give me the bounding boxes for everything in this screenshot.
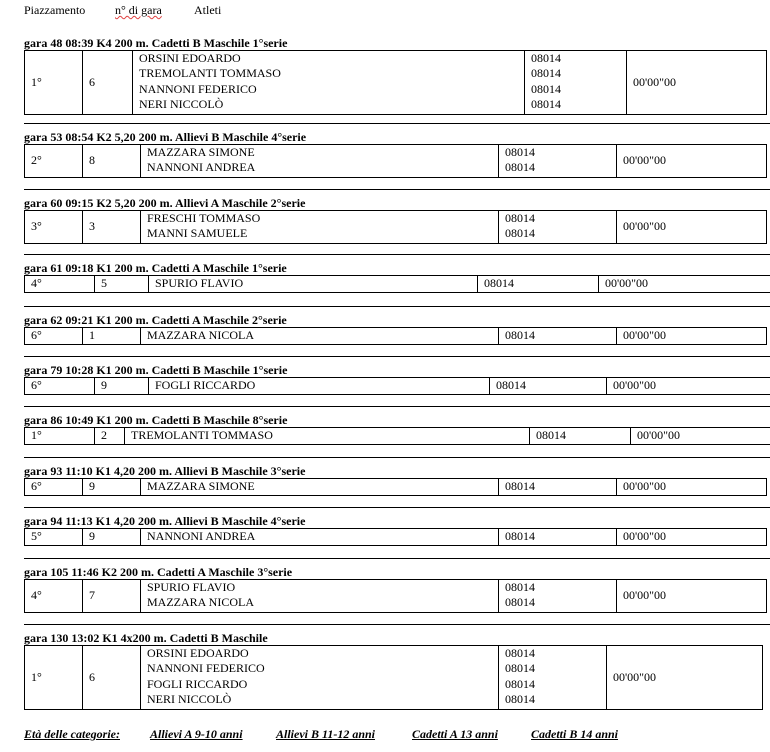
race-title: gara 53 08:54 K2 5,20 200 m. Allievi B Maschile 4°serie xyxy=(24,130,307,144)
club-code: 08014 xyxy=(484,276,514,290)
athlete-name: NANNONI ANDREA xyxy=(147,529,256,543)
athlete-name: NERI NICCOLÒ xyxy=(147,692,232,707)
header-athletes: Atleti xyxy=(194,3,222,17)
club-code-cell xyxy=(530,428,631,445)
placement-cell: 4° xyxy=(25,580,83,613)
header-race-number: n° di gara xyxy=(115,3,162,17)
result-table xyxy=(24,275,770,293)
placement-cell: 1° xyxy=(25,646,83,710)
club-code: 08014 xyxy=(505,479,535,493)
race-number-cell: 3 xyxy=(83,211,141,244)
time-cell: 00'00"00 xyxy=(599,276,770,293)
club-code: 08014 xyxy=(505,580,535,594)
result-row xyxy=(25,529,767,546)
placement-cell: 1° xyxy=(25,428,95,445)
result-row xyxy=(25,646,763,710)
legend-item: Allievi A 9-10 anni xyxy=(150,727,243,741)
athlete-name: MAZZARA SIMONE xyxy=(147,145,255,159)
athletes-cell xyxy=(149,378,490,395)
athletes-cell xyxy=(149,276,478,293)
club-code-cell xyxy=(525,51,627,115)
club-code-cell xyxy=(478,276,599,293)
time-cell: 00'00"00 xyxy=(617,211,767,244)
athlete-name: NANNONI ANDREA xyxy=(147,160,256,175)
result-row xyxy=(25,428,770,445)
result-row xyxy=(25,276,770,293)
race-number-cell: 9 xyxy=(83,529,141,546)
athlete-name: FOGLI RICCARDO xyxy=(147,676,248,691)
club-code: 08014 xyxy=(531,97,561,112)
section-divider xyxy=(24,457,770,458)
result-row xyxy=(25,145,767,178)
club-code-cell xyxy=(499,328,617,345)
time-cell: 00'00"00 xyxy=(617,145,767,178)
athlete-name: TREMOLANTI TOMMASO xyxy=(131,428,273,442)
legend-item: Allievi B 11-12 anni xyxy=(276,727,376,741)
time-cell: 00'00"00 xyxy=(617,529,767,546)
time-cell: 00'00"00 xyxy=(631,428,770,445)
club-code: 08014 xyxy=(531,81,561,96)
athlete-name: MANNI SAMUELE xyxy=(147,226,248,241)
legend-item: Cadetti B 14 anni xyxy=(531,727,619,741)
athletes-cell xyxy=(141,479,499,496)
placement-cell: 3° xyxy=(25,211,83,244)
section-divider xyxy=(24,189,770,190)
club-code-cell xyxy=(490,378,607,395)
result-table xyxy=(24,327,767,345)
race-number-cell: 6 xyxy=(83,646,141,710)
section-divider xyxy=(24,123,770,124)
result-table xyxy=(24,645,763,710)
race-number-cell: 8 xyxy=(83,145,141,178)
result-table xyxy=(24,579,767,613)
result-row xyxy=(25,51,767,115)
athlete-name: FOGLI RICCARDO xyxy=(155,378,256,392)
result-table xyxy=(24,50,767,115)
athlete-name: SPURIO FLAVIO xyxy=(147,580,236,594)
section-divider xyxy=(24,356,770,357)
time-cell: 00'00"00 xyxy=(617,328,767,345)
legend-item: Cadetti A 13 anni xyxy=(412,727,498,741)
section-divider xyxy=(24,254,770,255)
race-title: gara 93 11:10 K1 4,20 200 m. Allievi B Maschile 3°serie xyxy=(24,464,306,478)
club-code: 08014 xyxy=(505,328,535,342)
result-table xyxy=(24,528,767,546)
legend-label: Età delle categorie: xyxy=(24,727,120,741)
result-row xyxy=(25,479,767,496)
athletes-cell xyxy=(125,428,530,445)
placement-cell: 4° xyxy=(25,276,95,293)
club-code: 08014 xyxy=(505,529,535,543)
result-table xyxy=(24,478,767,496)
club-code-cell xyxy=(499,580,617,613)
athlete-name: ORSINI EDOARDO xyxy=(147,646,249,660)
athlete-name: FRESCHI TOMMASO xyxy=(147,211,261,225)
race-title: gara 60 09:15 K2 5,20 200 m. Allievi A Maschile 2°serie xyxy=(24,196,306,210)
athlete-name: TREMOLANTI TOMMASO xyxy=(139,66,281,81)
race-number-cell: 1 xyxy=(83,328,141,345)
race-number-cell: 2 xyxy=(95,428,125,445)
section-divider xyxy=(24,306,770,307)
header-placement: Piazzamento xyxy=(24,3,86,17)
athlete-name: MAZZARA NICOLA xyxy=(147,595,254,610)
club-code-cell xyxy=(499,529,617,546)
race-number-cell: 9 xyxy=(95,378,149,395)
result-row xyxy=(25,378,770,395)
race-title: gara 79 10:28 K1 200 m. Cadetti B Maschile 1°serie xyxy=(24,363,288,377)
race-title: gara 105 11:46 K2 200 m. Cadetti A Maschile 3°serie xyxy=(24,565,293,579)
result-row xyxy=(25,211,767,244)
club-code-cell xyxy=(499,646,607,710)
race-number-cell: 9 xyxy=(83,479,141,496)
club-code-cell xyxy=(499,145,617,178)
club-code: 08014 xyxy=(531,51,561,65)
result-table xyxy=(24,144,767,178)
placement-cell: 2° xyxy=(25,145,83,178)
result-row xyxy=(25,328,767,345)
time-cell: 00'00"00 xyxy=(607,378,770,395)
placement-cell: 1° xyxy=(25,51,83,115)
section-divider xyxy=(24,507,770,508)
race-title: gara 86 10:49 K1 200 m. Cadetti B Maschile 8°serie xyxy=(24,413,288,427)
club-code: 08014 xyxy=(505,145,535,159)
club-code: 08014 xyxy=(505,661,535,676)
club-code: 08014 xyxy=(505,646,535,660)
placement-cell: 6° xyxy=(25,378,95,395)
time-cell: 00'00"00 xyxy=(627,51,767,115)
club-code: 08014 xyxy=(531,66,561,81)
athletes-cell xyxy=(141,580,499,613)
athletes-cell xyxy=(141,646,499,710)
section-divider xyxy=(24,558,770,559)
club-code: 08014 xyxy=(505,160,535,175)
race-title: gara 48 08:39 K4 200 m. Cadetti B Maschile 1°serie xyxy=(24,36,288,50)
placement-cell: 6° xyxy=(25,328,83,345)
athletes-cell xyxy=(133,51,525,115)
race-number-cell: 7 xyxy=(83,580,141,613)
placement-cell: 6° xyxy=(25,479,83,496)
club-code: 08014 xyxy=(536,428,566,442)
placement-cell: 5° xyxy=(25,529,83,546)
athlete-name: SPURIO FLAVIO xyxy=(155,276,244,290)
race-number-cell: 6 xyxy=(83,51,133,115)
club-code: 08014 xyxy=(505,211,535,225)
athlete-name: MAZZARA NICOLA xyxy=(147,328,254,342)
race-title: gara 62 09:21 K1 200 m. Cadetti A Maschile 2°serie xyxy=(24,313,287,327)
race-title: gara 130 13:02 K1 4x200 m. Cadetti B Maschile xyxy=(24,631,268,645)
athletes-cell xyxy=(141,145,499,178)
result-table xyxy=(24,427,770,445)
club-code: 08014 xyxy=(505,692,535,707)
athlete-name: NERI NICCOLÒ xyxy=(139,97,224,112)
athletes-cell xyxy=(141,211,499,244)
result-row xyxy=(25,580,767,613)
club-code: 08014 xyxy=(505,676,535,691)
race-title: gara 94 11:13 K1 4,20 200 m. Allievi B Maschile 4°serie xyxy=(24,514,306,528)
club-code: 08014 xyxy=(496,378,526,392)
club-code-cell xyxy=(499,479,617,496)
time-cell: 00'00"00 xyxy=(617,580,767,613)
result-table xyxy=(24,377,770,395)
athlete-name: NANNONI FEDERICO xyxy=(139,81,257,96)
result-table xyxy=(24,210,767,244)
club-code-cell xyxy=(499,211,617,244)
section-divider xyxy=(24,624,770,625)
athletes-cell xyxy=(141,328,499,345)
athletes-cell xyxy=(141,529,499,546)
club-code: 08014 xyxy=(505,226,535,241)
athlete-name: MAZZARA SIMONE xyxy=(147,479,255,493)
section-divider xyxy=(24,406,770,407)
race-number-cell: 5 xyxy=(95,276,149,293)
athlete-name: ORSINI EDOARDO xyxy=(139,51,241,65)
time-cell: 00'00"00 xyxy=(607,646,763,710)
club-code: 08014 xyxy=(505,595,535,610)
race-title: gara 61 09:18 K1 200 m. Cadetti A Maschile 1°serie xyxy=(24,261,287,275)
athlete-name: NANNONI FEDERICO xyxy=(147,661,265,676)
time-cell: 00'00"00 xyxy=(617,479,767,496)
